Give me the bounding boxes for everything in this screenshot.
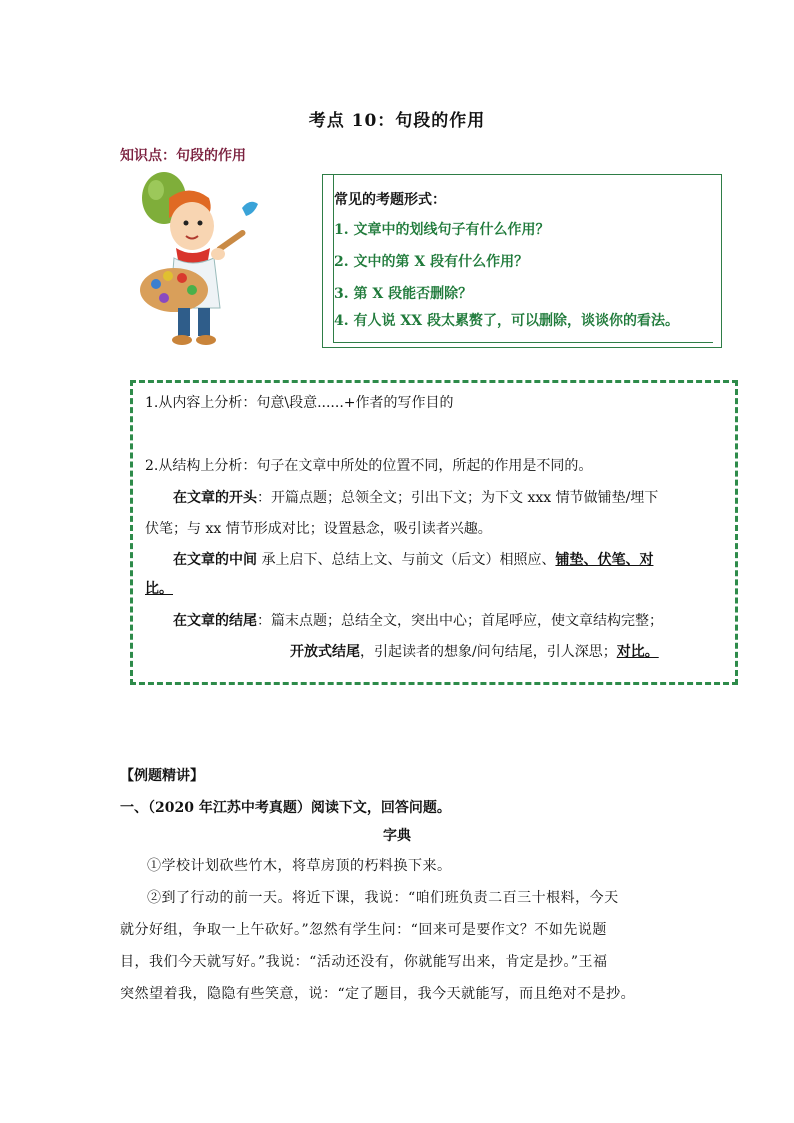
article-paragraph: 目，我们今天就写好。”我说：“活动还没有，你就能写出来，肯定是抄。”王福 — [120, 954, 608, 970]
beginning-line-2: 伏笔；与 xx 情节形成对比；设置悬念，吸引读者兴趣。 — [145, 521, 492, 537]
structure-analysis-line: 2.从结构上分析：句子在文章中所处的位置不同，所起的作用是不同的。 — [145, 458, 593, 474]
end-text: ：篇末点题；总结全文，突出中心；首尾呼应，使文章结构完整； — [257, 613, 663, 629]
page-title: 考点 10：句段的作用 — [308, 111, 486, 131]
middle-line — [173, 549, 653, 569]
end-label: 在文章的结尾 — [173, 613, 257, 629]
middle-text: 承上启下、总结上文、与前文（后文）相照应、 — [257, 552, 556, 568]
example-question: 一、（2020 年江苏中考真题）阅读下文，回答问题。 — [120, 800, 451, 816]
article-paragraph: ①学校计划砍些竹木，将草房顶的朽料换下来。 — [147, 858, 452, 874]
end-line — [173, 610, 663, 630]
article-paragraph: 就分好组，争取一上午砍好。”忽然有学生问：“回来可是要作文？不如先说题 — [120, 922, 607, 938]
end-bold: 开放式结尾 — [290, 644, 360, 660]
article-paragraph: ②到了行动的前一天。将近下课，我说：“咱们班负责二百三十根料，今天 — [147, 890, 619, 906]
middle-underlined: 铺垫、伏笔、对 — [555, 552, 654, 568]
question-form-item: 1. 文章中的划线句子有什么作用？ — [334, 222, 550, 238]
article-paragraph: 突然望着我，隐隐有些笑意，说：“定了题目，我今天就能写，而且绝对不是抄。 — [120, 986, 636, 1002]
example-section-heading: 【例题精讲】 — [120, 768, 204, 784]
article-title: 字典 — [383, 828, 411, 844]
end-text-2: ，引起读者的想象/问句结尾，引人深思； — [360, 644, 617, 660]
end-line-2 — [290, 641, 659, 661]
beginning-line — [173, 487, 658, 507]
question-forms-heading: 常见的考题形式： — [334, 192, 446, 208]
end-underlined: 对比。 — [616, 644, 659, 660]
question-form-item: 4. 有人说 XX 段太累赘了，可以删除，谈谈你的看法。 — [334, 313, 679, 329]
question-form-item: 3. 第 X 段能否删除？ — [334, 286, 473, 302]
middle-label: 在文章的中间 — [173, 552, 257, 568]
content-analysis-line: 1.从内容上分析：句意\段意......+作者的写作目的 — [145, 395, 454, 411]
middle-underlined-2: 比。 — [145, 581, 173, 597]
painter-boy-illustration — [134, 168, 264, 348]
beginning-text: ：开篇点题；总领全文；引出下文；为下文 xxx 情节做铺垫/埋下 — [257, 490, 659, 506]
beginning-label: 在文章的开头 — [173, 490, 257, 506]
question-form-item: 2. 文中的第 X 段有什么作用？ — [334, 254, 529, 270]
knowledge-point-title: 知识点：句段的作用 — [120, 148, 246, 164]
